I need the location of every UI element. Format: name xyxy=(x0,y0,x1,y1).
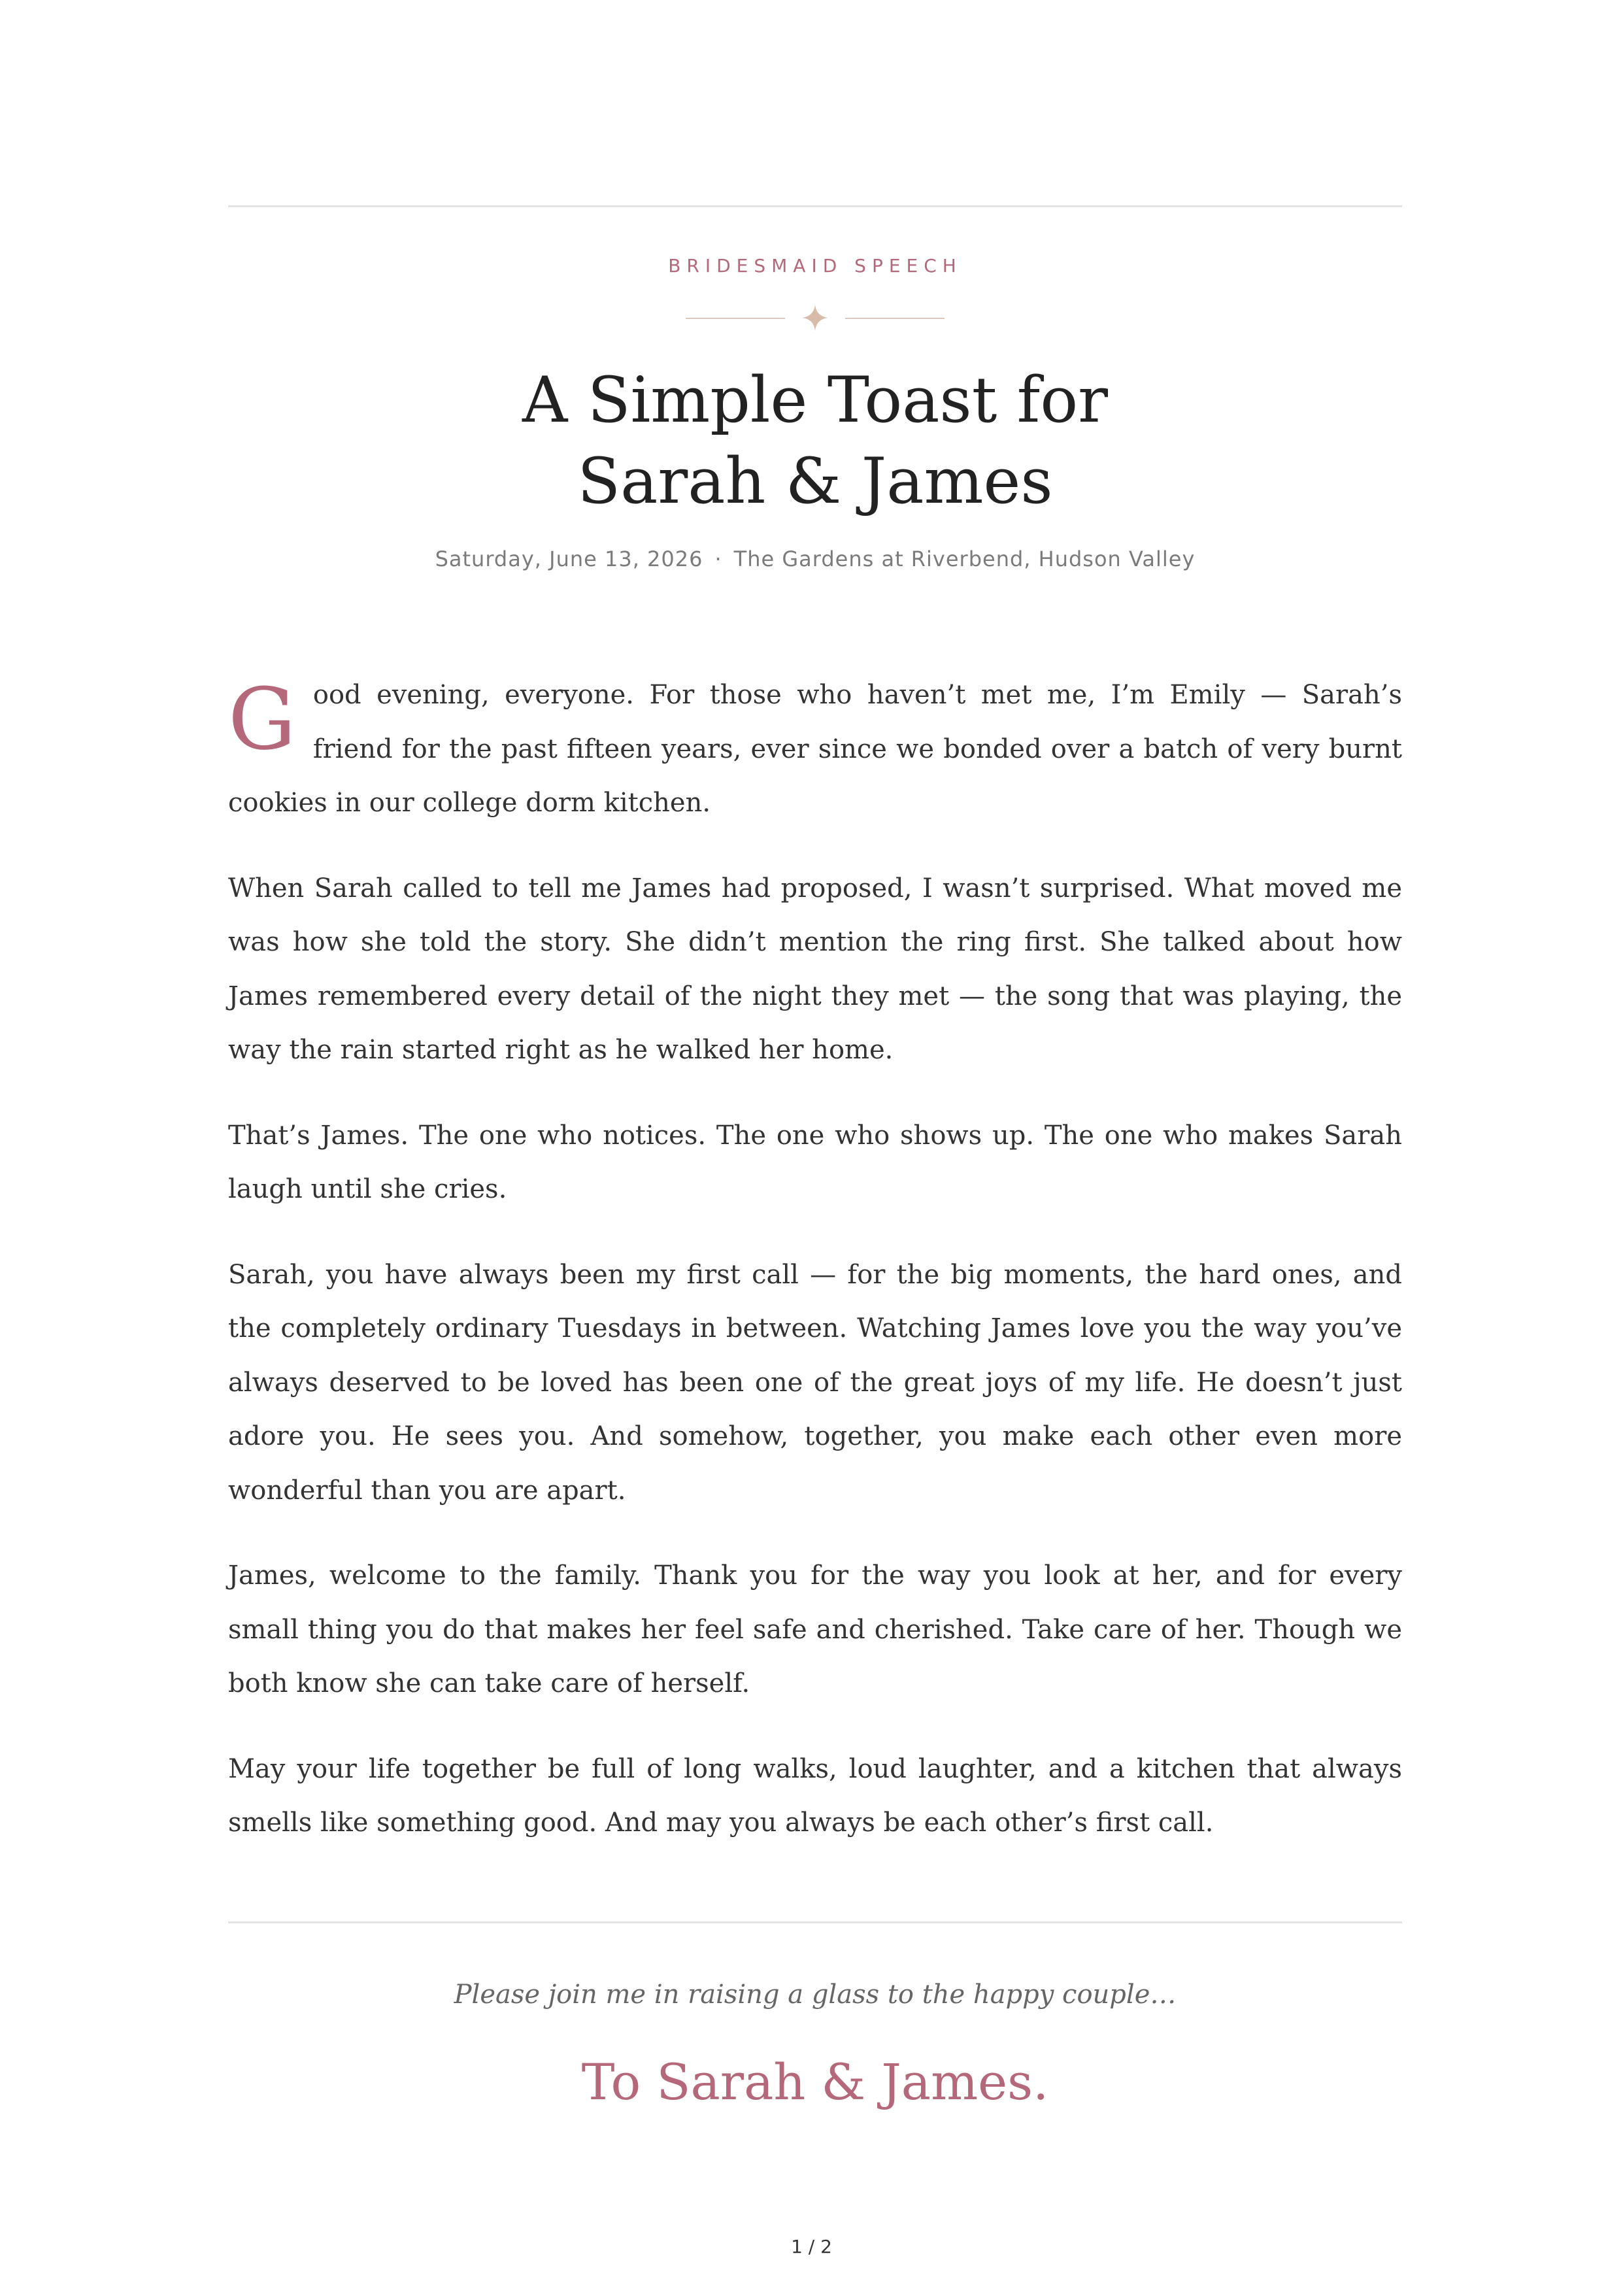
title-line-1: A Simple Toast for xyxy=(522,363,1108,437)
eyebrow-label: BRIDESMAID SPEECH xyxy=(668,255,962,277)
closing-toast: To Sarah & James. xyxy=(581,2053,1049,2111)
title-line-2: Sarah & James xyxy=(577,445,1053,518)
page-number: 1 / 2 xyxy=(791,2236,832,2257)
event-meta xyxy=(228,547,1402,571)
meta-separator: · xyxy=(714,547,722,571)
four-point-star-icon xyxy=(802,305,828,331)
ornament-line-left xyxy=(686,318,785,319)
page-title xyxy=(228,360,1402,522)
speech-page xyxy=(228,0,1402,2296)
event-date: Saturday, June 13, 2026 xyxy=(435,547,703,571)
top-divider xyxy=(228,205,1402,207)
paragraph-3: That’s James. The one who notices. The one who shows up. The one who makes Sarah laugh until she cries. xyxy=(228,1120,1402,1204)
closing-invitation: Please join me in raising a glass to the happy couple… xyxy=(454,1980,1177,2010)
drop-cap: G xyxy=(228,669,296,769)
paragraph-5: James, welcome to the family. Thank you for the way you look at her, and for every small thing you do that makes her feel safe and cherished. Take care of her. Though we both know she can take care of herself. xyxy=(228,1561,1402,1698)
event-venue: The Gardens at Riverbend, Hudson Valley xyxy=(733,547,1196,571)
speech-body xyxy=(228,668,1402,1882)
paragraph-1-text: ood evening, everyone. For those who haven’t met me, I’m Emily — Sarah’s friend for the past fifteen years, ever since we bonded over a batch of very burnt cookies in our college dorm kitchen. xyxy=(228,680,1402,818)
ornament-line-right xyxy=(845,318,945,319)
paragraph-1 xyxy=(228,668,1402,830)
bottom-divider xyxy=(228,1921,1402,1923)
paragraph-2: When Sarah called to tell me James had proposed, I wasn’t surprised. What moved me was how she told the story. She didn’t mention the ring first. She talked about how James remembered every detail of the night they met — the song that was playing, the way the rain started right as he walked her home. xyxy=(228,873,1402,1065)
paragraph-6: May your life together be full of long walks, loud laughter, and a kitchen that always smells like something good. And may you always be each other’s first call. xyxy=(228,1753,1402,1838)
paragraph-4: Sarah, you have always been my first call — for the big moments, the hard ones, and the completely ordinary Tuesdays in between. Watching James love you the way you’ve always deserved to be loved has been one of the great joys of my life. He doesn’t just adore you. He sees you. And somehow, together, you make each other even more wonderful than you are apart. xyxy=(228,1259,1402,1506)
title-ornament xyxy=(686,302,945,335)
